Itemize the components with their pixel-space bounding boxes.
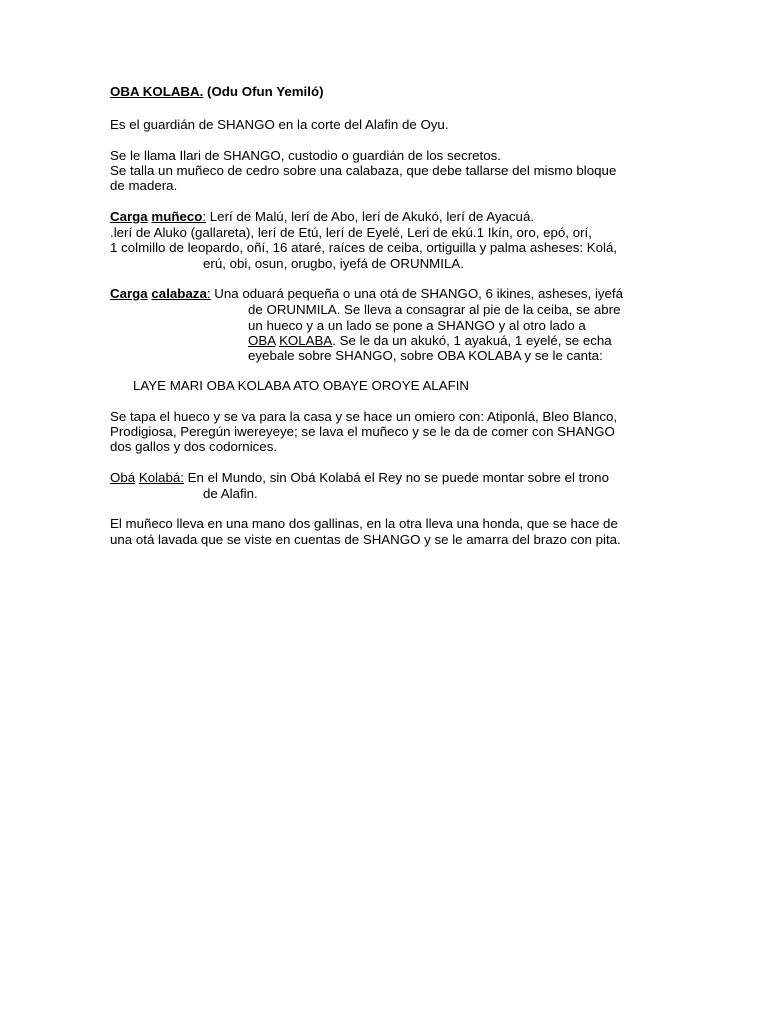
carga-muneco-label-carga: Carga: [110, 209, 148, 224]
carga-calabaza-text: Una oduará pequeña o una otá de SHANGO, 6 ikines, asheses, iyefá: [210, 286, 624, 301]
carga-calabaza-label-calabaza: calabaza: [151, 286, 207, 301]
oba-kolaba-note-word-2: Kolabá:: [138, 470, 184, 485]
paragraph-omiero-line-2: Prodigiosa, Peregún iwereyeye; se lava el muñeco y se le da de comer con SHANGO: [110, 424, 615, 439]
paragraph-guardian: Es el guardián de SHANGO en la corte del Alafin de Oyu.: [110, 117, 449, 132]
document-title: [110, 84, 324, 100]
oba-kolaba-note-line-1: [110, 470, 609, 486]
paragraph-ilari-line-3: de madera.: [110, 178, 178, 193]
carga-calabaza-line-5: eyebale sobre SHANGO, sobre OBA KOLABA y se le canta:: [248, 348, 603, 363]
carga-muneco-line-3: 1 colmillo de leopardo, oñí, 16 ataré, raíces de ceiba, ortiguilla y palma asheses: Kolá,: [110, 240, 618, 255]
carga-calabaza-line-3: un hueco y a un lado se pone a SHANGO y al otro lado a: [248, 318, 586, 333]
oba-kolaba-note-text: En el Mundo, sin Obá Kolabá el Rey no se puede montar sobre el trono: [183, 470, 609, 485]
title-main: OBA KOLABA.: [110, 84, 204, 99]
carga-muneco-text: Lerí de Malú, lerí de Abo, lerí de Akukó, lerí de Ayacuá.: [206, 209, 535, 224]
oba-kolaba-note-line-2: de Alafin.: [203, 486, 258, 501]
paragraph-muneco-line-1: El muñeco lleva en una mano dos gallinas, en la otra lleva una honda, que se hace de: [110, 516, 618, 531]
kolaba-link-text: KOLABA: [279, 333, 333, 348]
paragraph-ilari-line-1: Se le llama Ilari de SHANGO, custodio o guardián de los secretos.: [110, 148, 501, 163]
carga-muneco-line-4: erú, obi, osun, orugbo, iyefá de ORUNMILA.: [203, 256, 464, 271]
carga-muneco-colon: :: [202, 209, 207, 224]
carga-calabaza-colon: :: [206, 286, 211, 301]
carga-calabaza-line-1: [110, 286, 623, 302]
title-sub: (Odu Ofun Yemiló): [203, 84, 324, 99]
paragraph-muneco-line-2: una otá lavada que se viste en cuentas de SHANGO y se le amarra del brazo con pita.: [110, 532, 621, 547]
carga-muneco-label-muneco: muñeco: [151, 209, 203, 224]
carga-calabaza-label-carga: Carga: [110, 286, 148, 301]
paragraph-omiero-line-1: Se tapa el hueco y se va para la casa y se hace un omiero con: Atiponlá, Bleo Blanco,: [110, 409, 618, 424]
paragraph-omiero-line-3: dos gallos y dos codornices.: [110, 439, 278, 454]
carga-muneco-line-1: [110, 209, 534, 225]
oba-kolaba-note-word-1: Obá: [110, 470, 136, 485]
carga-calabaza-line-4-text: . Se le da un akukó, 1 ayakuá, 1 eyelé, se echa: [332, 333, 612, 348]
chant-line: LAYE MARI OBA KOLABA ATO OBAYE OROYE ALAFIN: [133, 378, 469, 393]
oba-link-text: OBA: [248, 333, 276, 348]
paragraph-ilari-line-2: Se talla un muñeco de cedro sobre una calabaza, que debe tallarse del mismo bloque: [110, 163, 617, 178]
carga-calabaza-line-2: de ORUNMILA. Se lleva a consagrar al pie de la ceiba, se abre: [248, 302, 621, 317]
carga-calabaza-line-4: [248, 333, 612, 349]
carga-muneco-line-2: .lerí de Aluko (gallareta), lerí de Etú, lerí de Eyelé, Leri de ekú.1 Ikín, oro, epó, orí,: [110, 225, 592, 240]
